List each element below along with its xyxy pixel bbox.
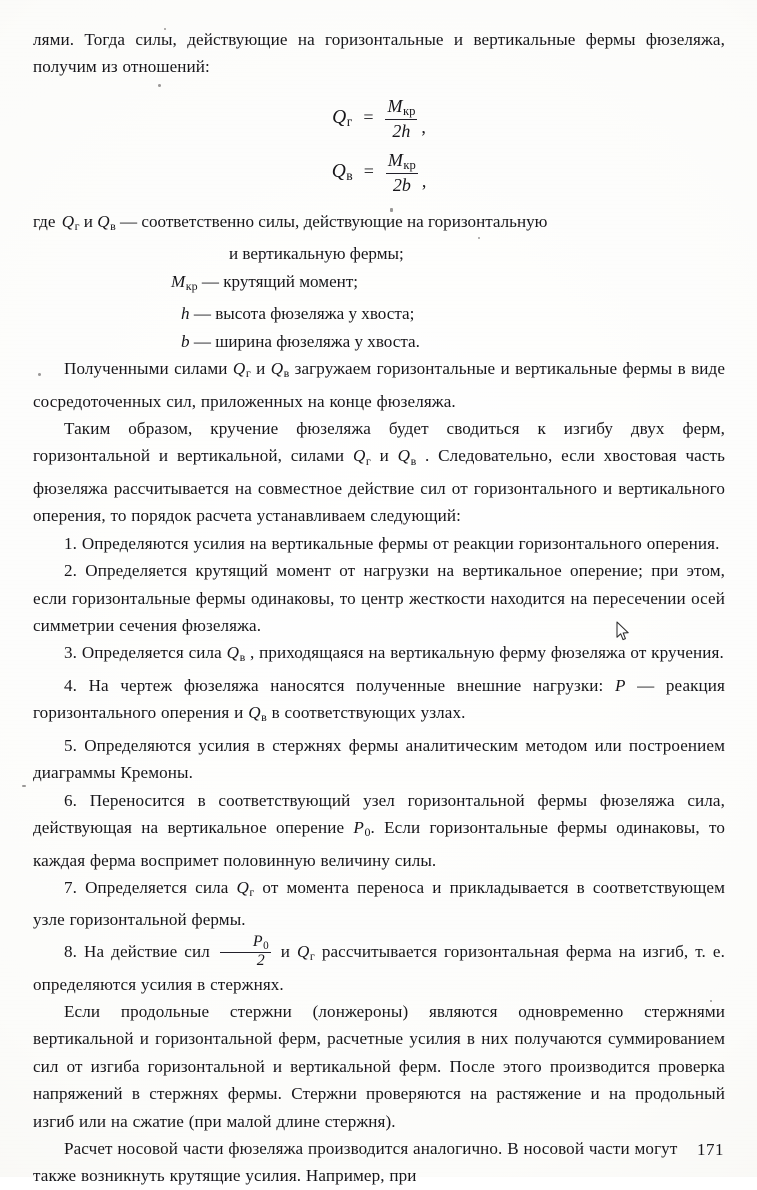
formula-1-fraction bbox=[384, 96, 418, 142]
list-item-8: 8. На действие сил $\frac{P_0}{2}$ и $Q_г$ рассчитывается горизонтальная ферма на изгиб, т. е. определяются усилия в стержнях. bbox=[33, 932, 725, 994]
nomenclature-text-1: — соответственно силы, действующие на горизонтальную bbox=[120, 211, 548, 231]
nomenclature-line-2 bbox=[33, 240, 725, 267]
formula-1-numerator: $M_{кр}$ bbox=[387, 95, 416, 119]
list-item-8-fraction bbox=[220, 934, 271, 970]
formula-q-vertikalnaya bbox=[33, 150, 725, 196]
formula-2-denominator: 2b bbox=[392, 175, 411, 196]
page-number: 171 bbox=[697, 1140, 724, 1159]
list-item-2: 2. Определяется крутящий момент от нагрузки на вертикальное оперение; при этом, если горизонтальные фермы одинаковы, то центр жесткости находится на пересечении осей симметрии сечения фюзеляжа. bbox=[33, 561, 725, 635]
list-item-8-fraction-numerator: $P_0$ bbox=[252, 932, 269, 952]
intro-paragraph: лями. Тогда силы, действующие на горизонтальные и вертикальные фермы фюзеляжа, получим из отношений: bbox=[33, 30, 725, 77]
paragraph-nose-section: Расчет носовой части фюзеляжа производится аналогично. В носовой части могут также возникнуть крутящие усилия. Например, при bbox=[33, 1138, 678, 1186]
list-item-7: 7. Определяется сила $Q_г$ от момента переноса и прикладывается в соответствующем узле горизонтальной фермы. bbox=[33, 877, 725, 930]
nomenclature-line-4: h — высота фюзеляжа у хвоста; bbox=[181, 304, 415, 324]
list-item-7-number: 7. bbox=[64, 877, 78, 897]
formula-1-relation: = bbox=[363, 107, 374, 128]
paragraph-torsion-reduction: Таким образом, кручение фюзеляжа будет сводиться к изгибу двух ферм, горизонтальной и вертикальной, силами $Q_г$ и $Q_в$ . Следовательно, если хвостовая часть фюзеляжа рассчитывается на совместное действие сил от горизонтального и вертикального оперения, то порядок расчета устанавливаем следующий: bbox=[33, 418, 725, 526]
list-item-2-number: 2. bbox=[64, 561, 78, 581]
list-item-8-fraction-denominator: 2 bbox=[256, 952, 265, 970]
scan-speck bbox=[710, 1000, 712, 1002]
scan-speck bbox=[390, 208, 393, 212]
paragraph-longerons: Если продольные стержни (лонжероны) являются одновременно стержнями вертикальной и горизонтальной ферм, расчетные усилия в них получаются суммированием сил от изгиба горизонтальной и вертикальной ферм. После этого производится проверка напряжений в стержнях фермы. Стержни проверяются на растяжение и на продольный изгиб или на сжатие (при малой длине стержня). bbox=[33, 1001, 725, 1131]
formula-2-lhs: $Q_в$ bbox=[331, 160, 353, 184]
nomenclature-line-5: b — ширина фюзеляжа у хвоста. bbox=[181, 331, 420, 351]
list-item-1: 1. Определяются усилия на вертикальные фермы от реакции горизонтального оперения. bbox=[64, 533, 720, 553]
list-item-3-number: 3. bbox=[64, 643, 78, 663]
paragraph-loaded-forces: Полученными силами $Q_г$ и $Q_в$ загружаем горизонтальные и вертикальные фермы в виде сосредоточенных сил, приложенных на конце фюзеляжа. bbox=[33, 359, 725, 411]
scan-speck bbox=[478, 237, 480, 239]
nomenclature-line-1: где $Q_г$ и $Q_в$ — соответственно силы, действующие на горизонтальную bbox=[33, 211, 548, 233]
formula-2-relation: = bbox=[363, 161, 374, 182]
nomenclature-list bbox=[33, 208, 725, 355]
list-item-5-number: 5. bbox=[64, 735, 78, 755]
scan-speck bbox=[164, 28, 166, 30]
list-item-5: 5. Определяются усилия в стержнях фермы аналитическим методом или построением диаграммы Кремоны. bbox=[33, 735, 726, 783]
page-text-block bbox=[33, 26, 725, 1190]
formula-1-denominator: 2h bbox=[392, 121, 411, 142]
formula-2-numerator: $M_{кр}$ bbox=[387, 149, 416, 173]
nomenclature-text-5: — ширина фюзеляжа у хвоста. bbox=[193, 331, 420, 351]
formula-2-punctuation: , bbox=[421, 171, 427, 192]
nomenclature-text-4: — высота фюзеляжа у хвоста; bbox=[193, 304, 415, 324]
scan-speck bbox=[22, 785, 26, 787]
list-item-6: 6. Переносится в соответствующий узел горизонтальной фермы фюзеляжа сила, действующая на вертикальное оперение $P_0$. Если горизонтальные фермы одинаковы, то каждая ферма воспримет половинную величину силы. bbox=[33, 790, 726, 870]
nomenclature-text-3: — крутящий момент; bbox=[201, 271, 359, 291]
formula-q-gorizontalnaya bbox=[33, 96, 725, 142]
list-item-6-number: 6. bbox=[64, 790, 78, 810]
formula-2-fraction bbox=[385, 150, 419, 196]
nomenclature-text-2: и вертикальную фермы; bbox=[229, 244, 404, 264]
list-item-4-number: 4. bbox=[64, 675, 78, 695]
list-item-4: 4. На чертеж фюзеляжа наносятся полученные внешние нагрузки: P — реакция горизонтального оперения и $Q_в$ в соответствующих узлах. bbox=[33, 675, 725, 725]
formula-1-punctuation: , bbox=[421, 117, 426, 138]
nomenclature-line-3: $M_{кр}$ — крутящий момент; bbox=[171, 271, 359, 293]
list-item-3: 3. Определяется сила $Q_в$ , приходящаяся на вертикальную ферму фюзеляжа от кручения. bbox=[64, 643, 724, 665]
scan-speck bbox=[158, 84, 161, 87]
formula-1-lhs: $Q_г$ bbox=[332, 106, 353, 130]
scan-speck bbox=[38, 373, 41, 376]
formula-block bbox=[33, 94, 725, 198]
list-item-1-number: 1. bbox=[64, 533, 78, 553]
list-item-8-number: 8. bbox=[64, 942, 78, 962]
